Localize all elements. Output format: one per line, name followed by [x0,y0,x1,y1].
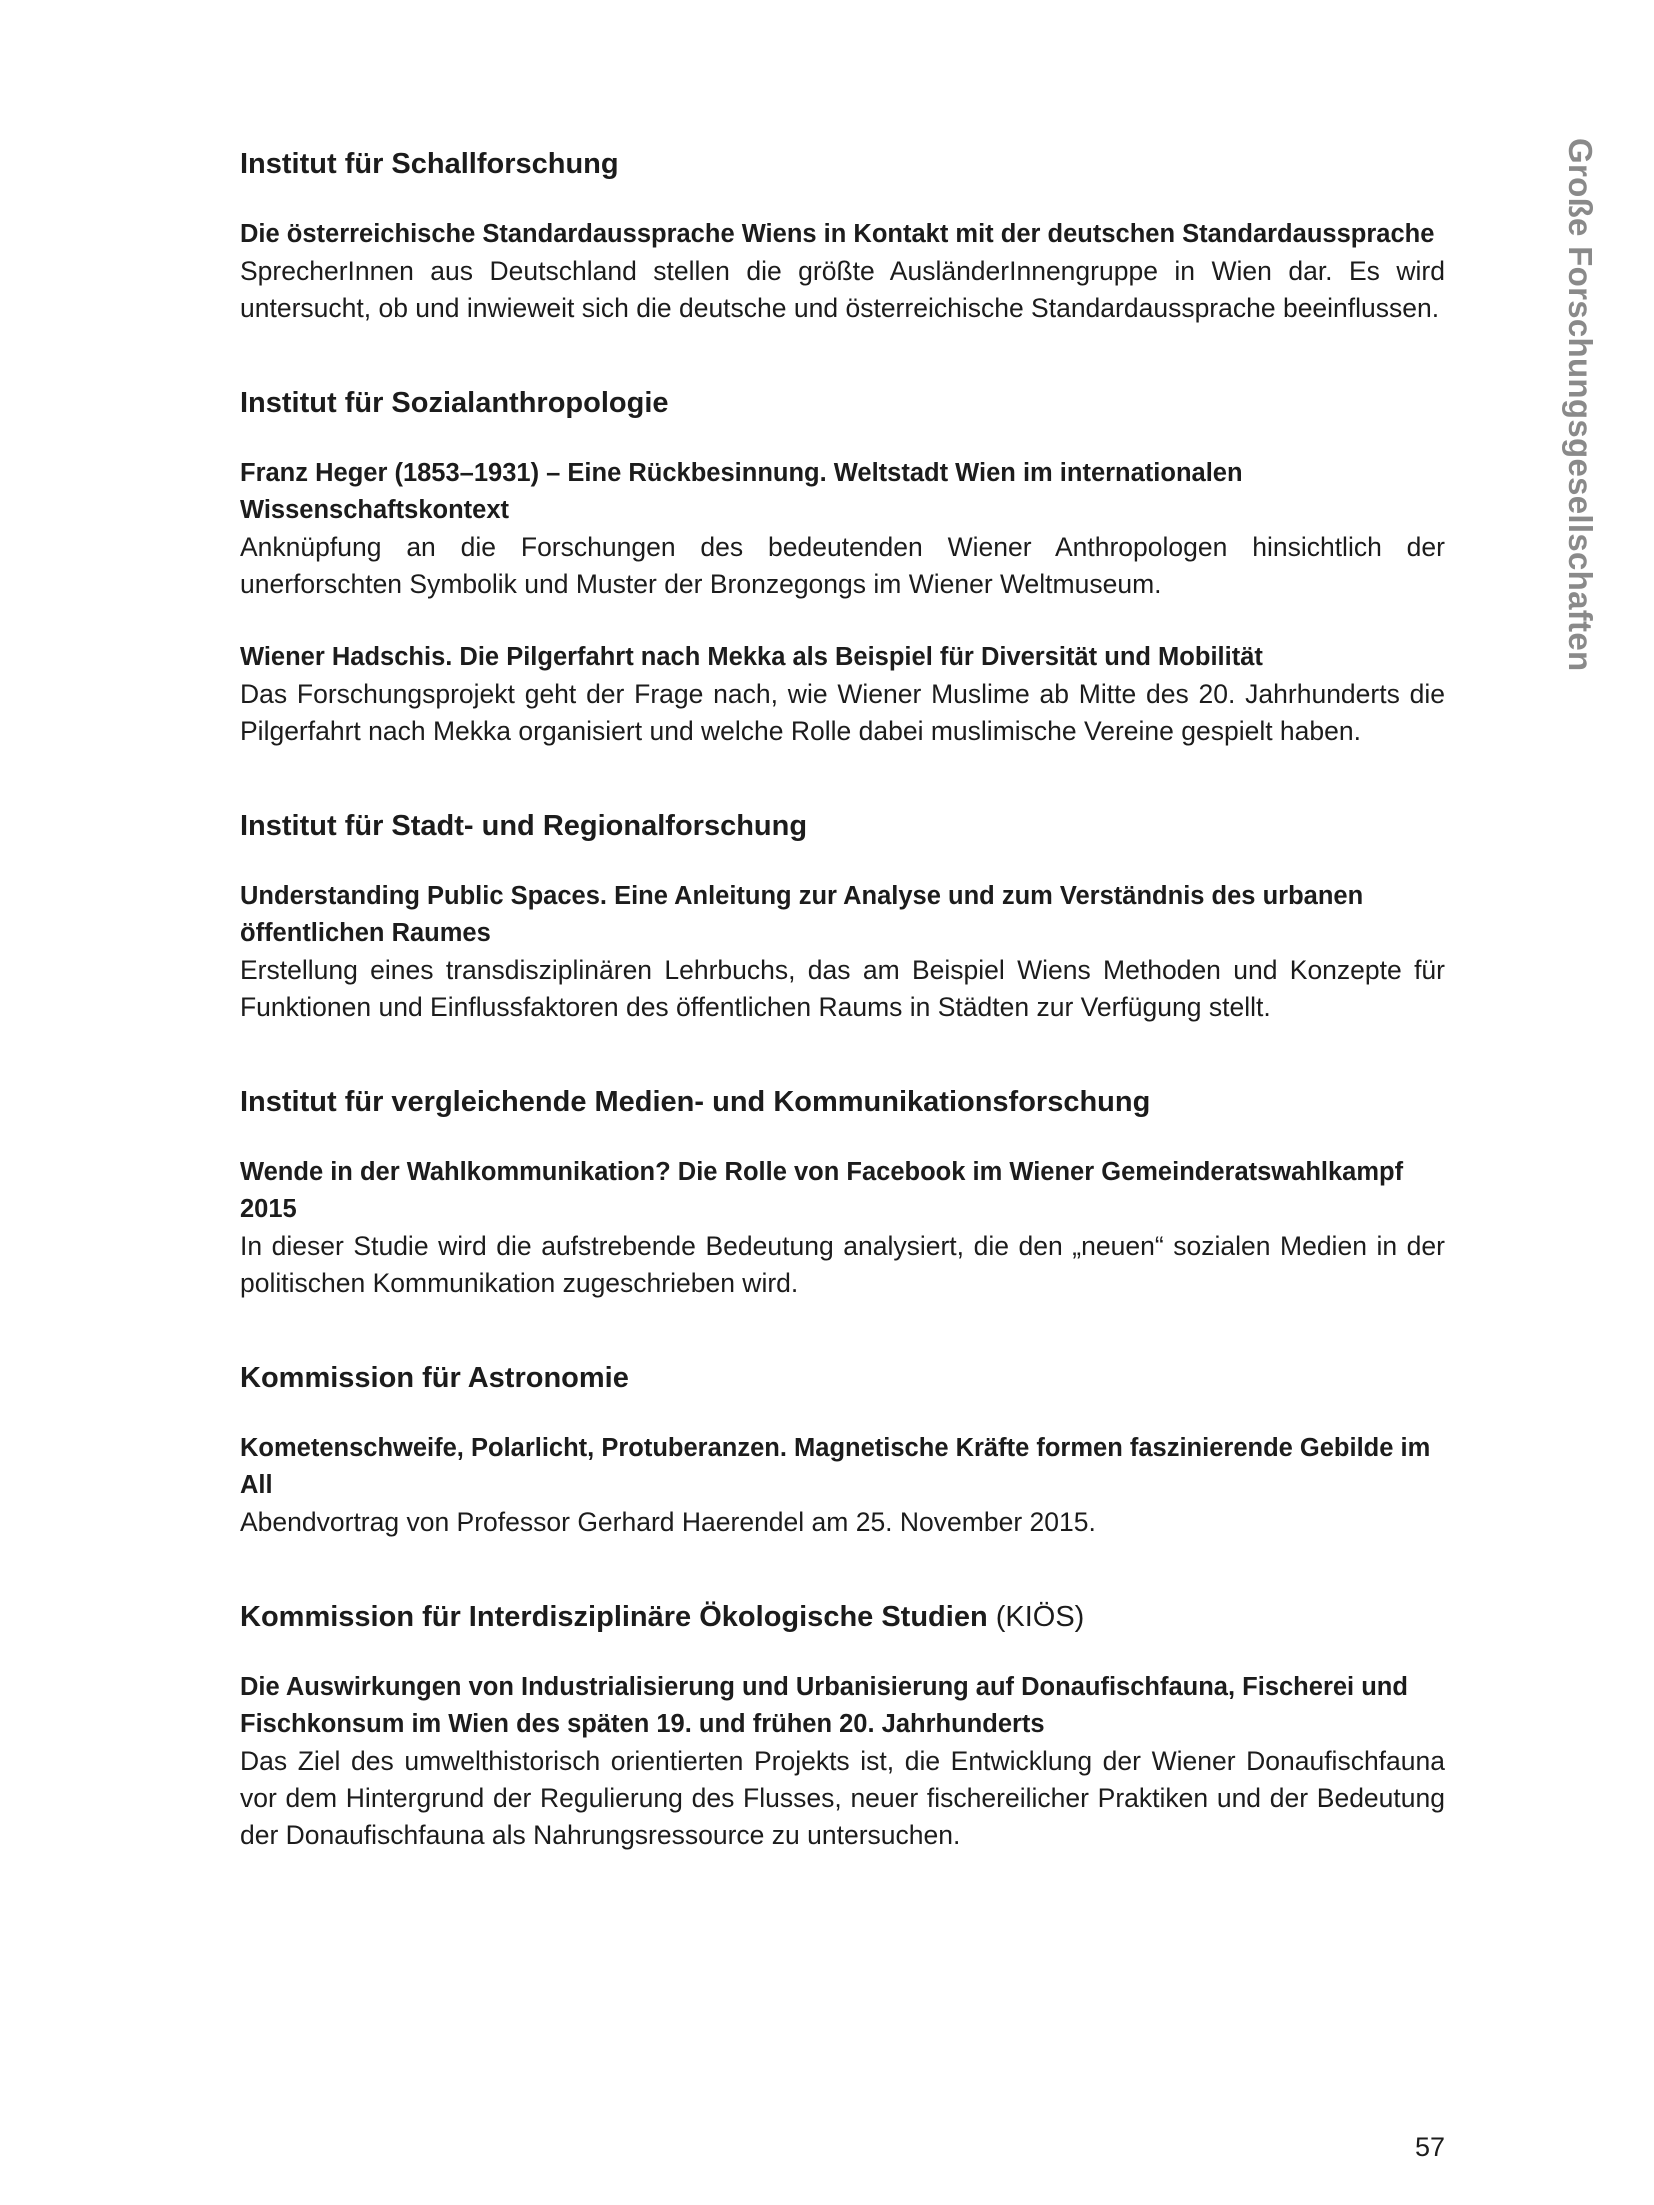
project-entry [240,1430,1445,1541]
section-title [240,385,1445,421]
section-oekologie [240,1599,1445,1854]
page-content [240,146,1445,1912]
section-schallforschung [240,146,1445,327]
section-title [240,146,1445,182]
running-side-title: Große Forschungsgesellschaften [1562,138,1599,672]
section-stadtforschung [240,808,1445,1026]
project-description: In dieser Studie wird die aufstrebende Bedeutung analysiert, die den „neuen“ sozialen Medien in der politischen Kommunikation zugeschrieben wird. [240,1231,1445,1298]
section-title-text: Institut für vergleichende Medien- und Kommunikationsforschung [240,1086,1151,1118]
section-title [240,1360,1445,1396]
project-title: Wiener Hadschis. Die Pilgerfahrt nach Mekka als Beispiel für Diversität und Mobilität [240,643,1263,671]
project-description: Abendvortrag von Professor Gerhard Haerendel am 25. November 2015. [240,1507,1096,1537]
section-title-text: Institut für Stadt- und Regionalforschung [240,810,808,842]
project-entry [240,639,1445,750]
section-title-text: Kommission für Interdisziplinäre Ökologische Studien [240,1601,988,1633]
project-description: Anknüpfung an die Forschungen des bedeutenden Wiener Anthropologen hinsichtlich der unerforschten Symbolik und Muster der Bronzegongs im Wiener Weltmuseum. [240,532,1445,599]
project-title: Kometenschweife, Polarlicht, Protuberanzen. Magnetische Kräfte formen faszinierende Gebilde im All [240,1434,1431,1499]
project-description: Erstellung eines transdisziplinären Lehrbuchs, das am Beispiel Wiens Methoden und Konzepte für Funktionen und Einflussfaktoren des öffentlichen Raums in Städten zur Verfügung stellt. [240,955,1445,1022]
section-title [240,1599,1445,1635]
page-number: 57 [1414,2132,1445,2162]
section-medienforschung [240,1084,1445,1302]
section-title-text: Kommission für Astronomie [240,1362,629,1394]
project-description: SprecherInnen aus Deutschland stellen die größte AusländerInnengruppe in Wien dar. Es wird untersucht, ob und inwieweit sich die deutsche und österreichische Standardaussprache beeinflussen. [240,256,1445,323]
section-title-text: Institut für Sozialanthropologie [240,387,669,419]
project-description: Das Forschungsprojekt geht der Frage nach, wie Wiener Muslime ab Mitte des 20. Jahrhunderts die Pilgerfahrt nach Mekka organisiert und welche Rolle dabei muslimische Vereine gespielt haben. [240,679,1445,746]
project-title: Wende in der Wahlkommunikation? Die Rolle von Facebook im Wiener Gemeinderatswahlkampf 2015 [240,1158,1404,1223]
section-astronomie [240,1360,1445,1541]
project-entry [240,455,1445,603]
project-entry [240,1154,1445,1302]
section-sozialanthropologie [240,385,1445,750]
project-entry [240,1669,1445,1854]
section-title-suffix: (KIÖS) [987,1601,1085,1633]
section-title-text: Institut für Schallforschung [240,148,619,180]
section-title [240,1084,1445,1120]
project-title: Die österreichische Standardaussprache Wiens in Kontakt mit der deutschen Standardaussprache [240,220,1435,248]
project-title: Understanding Public Spaces. Eine Anleitung zur Analyse und zum Verständnis des urbanen öffentlichen Raumes [240,882,1364,947]
project-entry [240,878,1445,1026]
project-title: Die Auswirkungen von Industrialisierung und Urbanisierung auf Donaufischfauna, Fischerei und Fischkonsum im Wien des späten 19. und frühen 20. Jahrhunderts [240,1673,1408,1738]
section-title [240,808,1445,844]
project-title: Franz Heger (1853–1931) – Eine Rückbesinnung. Weltstadt Wien im internationalen Wissenschaftskontext [240,459,1243,524]
project-entry [240,216,1445,327]
project-description: Das Ziel des umwelthistorisch orientierten Projekts ist, die Entwicklung der Wiener Donaufischfauna vor dem Hintergrund der Regulierung des Flusses, neuer fischereilicher Praktiken und der Bedeutung der Donaufischfauna als Nahrungsressource zu untersuchen. [240,1746,1445,1850]
